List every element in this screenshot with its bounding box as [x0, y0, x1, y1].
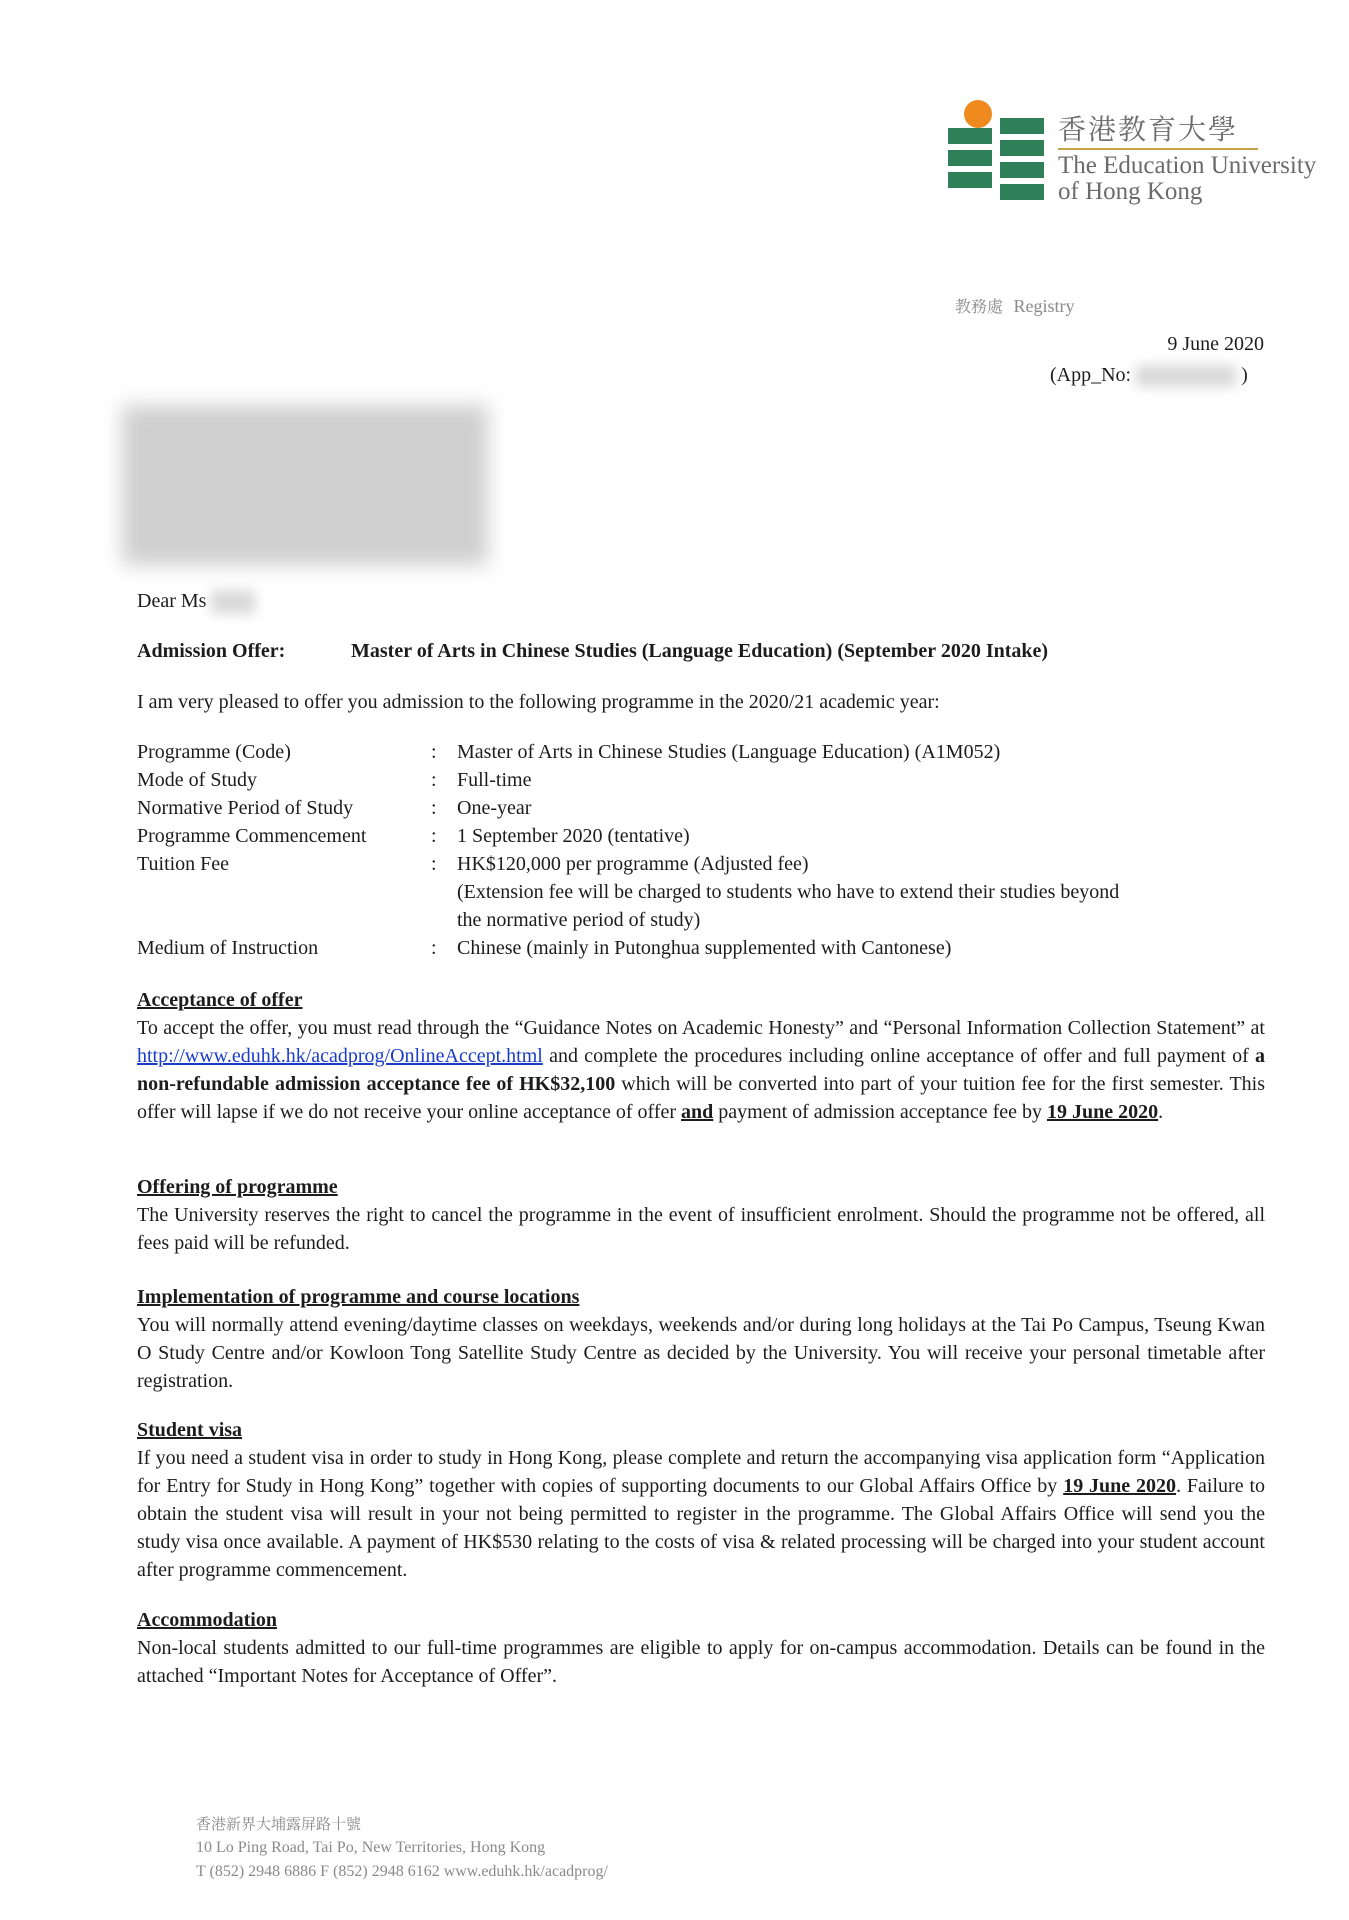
- implementation-section: [137, 1283, 1265, 1395]
- detail-row: [137, 934, 1287, 962]
- university-name-en-1: The Education University: [1058, 152, 1317, 179]
- university-logo: [948, 94, 1349, 214]
- section-heading: Implementation of programme and course locations: [137, 1286, 580, 1308]
- acceptance-deadline: 19 June 2020: [1047, 1101, 1159, 1123]
- subject-label: Admission Offer:: [137, 640, 286, 662]
- detail-value: Master of Arts in Chinese Studies (Language Education) (A1M052): [457, 741, 1001, 763]
- app-no-close: ): [1241, 364, 1248, 386]
- detail-colon: :: [431, 825, 437, 847]
- detail-value: Chinese (mainly in Putonghua supplemented with Cantonese): [457, 937, 952, 959]
- salutation-text: Dear Ms: [137, 590, 207, 612]
- detail-label: Programme (Code): [137, 741, 291, 763]
- section-body: Non-local students admitted to our full-time programmes are eligible to apply for on-campus accommodation. Details can be found in the attached “Important Notes for Acceptance of Offer”.: [137, 1637, 1265, 1687]
- acceptance-text: and complete the procedures including online acceptance of offer and full payment of: [549, 1045, 1249, 1067]
- detail-value: 1 September 2020 (tentative): [457, 825, 690, 847]
- detail-label: Programme Commencement: [137, 825, 367, 847]
- app-no-label: (App_No:: [1050, 364, 1132, 386]
- acceptance-text: To accept the offer, you must read through the “Guidance Notes on Academic Honesty” and “Personal Information Collection Statement” at: [137, 1017, 1265, 1039]
- acceptance-text: which will be converted into part of your tuition fee for the first semester. This offer will lapse if we do not receive your online acceptance of offer: [137, 1073, 1266, 1123]
- detail-row: [137, 738, 1287, 766]
- detail-colon: :: [431, 937, 437, 959]
- letter-date: 9 June 2020: [1167, 333, 1264, 355]
- footer-address-zh: 香港新界大埔露屏路十號: [196, 1815, 362, 1833]
- detail-label: Medium of Instruction: [137, 937, 319, 959]
- department: [955, 294, 1075, 317]
- detail-row: [137, 850, 1287, 934]
- detail-row: [137, 766, 1287, 794]
- recipient-address-redacted: [122, 405, 488, 565]
- acceptance-fee: a non-refundable admission acceptance fee of HK$32,100: [137, 1045, 1265, 1095]
- logo-mark-icon: [948, 94, 1048, 204]
- online-accept-link[interactable]: http://www.eduhk.hk/acadprog/OnlineAccept.html: [137, 1045, 543, 1067]
- detail-note: the normative period of study): [457, 909, 701, 931]
- detail-value: One-year: [457, 797, 532, 819]
- university-name-zh: 香港教育大學: [1058, 113, 1239, 146]
- offering-section: [137, 1173, 1265, 1257]
- acceptance-section: [137, 986, 1265, 1126]
- programme-details: [137, 738, 1287, 978]
- section-heading: Offering of programme: [137, 1176, 338, 1198]
- app-no: [1050, 361, 1265, 389]
- name-redacted: [211, 590, 255, 614]
- footer-address-en: 10 Lo Ping Road, Tai Po, New Territories, Hong Kong: [196, 1839, 546, 1856]
- salutation: [137, 587, 255, 615]
- section-body: [137, 1014, 1265, 1126]
- detail-label: Tuition Fee: [137, 853, 230, 875]
- and-emphasis: and: [681, 1101, 714, 1123]
- detail-value: Full-time: [457, 769, 532, 791]
- visa-text: If you need a student visa in order to study in Hong Kong, please complete and return the accompanying visa application form “Application for Entry for Study in Hong Kong” together with copies of supporting documents to our Global Affairs Office by: [137, 1447, 1265, 1497]
- detail-row: [137, 794, 1287, 822]
- detail-colon: :: [431, 797, 437, 819]
- app-no-redacted: [1136, 365, 1236, 387]
- department-zh: 教務處: [955, 297, 1004, 316]
- detail-colon: :: [431, 853, 437, 875]
- detail-colon: :: [431, 741, 437, 763]
- section-body: [137, 1444, 1265, 1584]
- detail-label: Mode of Study: [137, 769, 257, 791]
- section-heading: Acceptance of offer: [137, 989, 303, 1011]
- section-body: The University reserves the right to cancel the programme in the event of insufficient enrolment. Should the programme not be offered, all fees paid will be refunded.: [137, 1204, 1265, 1254]
- visa-text: . Failure to obtain the student visa will result in your not being permitted to register in the programme. The Global Affairs Office will send you the study visa once available. A payment of HK$530 relating to the costs of visa & related processing will be charged into your student account after programme commencement.: [137, 1475, 1266, 1581]
- footer-contact: T (852) 2948 6886 F (852) 2948 6162 www.eduhk.hk/acadprog/: [196, 1863, 608, 1880]
- detail-note: (Extension fee will be charged to students who have to extend their studies beyond: [457, 881, 1120, 903]
- acceptance-text: payment of admission acceptance fee by: [718, 1101, 1043, 1123]
- detail-label: Normative Period of Study: [137, 797, 354, 819]
- university-name-en-2: of Hong Kong: [1058, 178, 1203, 205]
- acceptance-end: .: [1158, 1101, 1164, 1123]
- letter-footer: [196, 1812, 608, 1884]
- department-en: Registry: [1013, 296, 1075, 316]
- visa-section: [137, 1416, 1265, 1584]
- detail-colon: :: [431, 769, 437, 791]
- detail-value: HK$120,000 per programme (Adjusted fee): [457, 853, 809, 875]
- subject-line: [137, 637, 1287, 665]
- letterhead-rule: [1058, 148, 1258, 150]
- intro-text: I am very pleased to offer you admission to the following programme in the 2020/21 academic year:: [137, 691, 940, 713]
- section-heading: Student visa: [137, 1419, 243, 1441]
- visa-deadline: 19 June 2020: [1063, 1475, 1177, 1497]
- section-heading: Accommodation: [137, 1609, 277, 1631]
- detail-row: [137, 822, 1287, 850]
- subject-title: Master of Arts in Chinese Studies (Language Education) (September 2020 Intake): [351, 640, 1049, 662]
- accommodation-section: [137, 1606, 1265, 1690]
- section-body: You will normally attend evening/daytime classes on weekdays, weekends and/or during long holidays at the Tai Po Campus, Tseung Kwan O Study Centre and/or Kowloon Tong Satellite Study Centre as decided by the University. You will receive your personal timetable after registration.: [137, 1314, 1265, 1392]
